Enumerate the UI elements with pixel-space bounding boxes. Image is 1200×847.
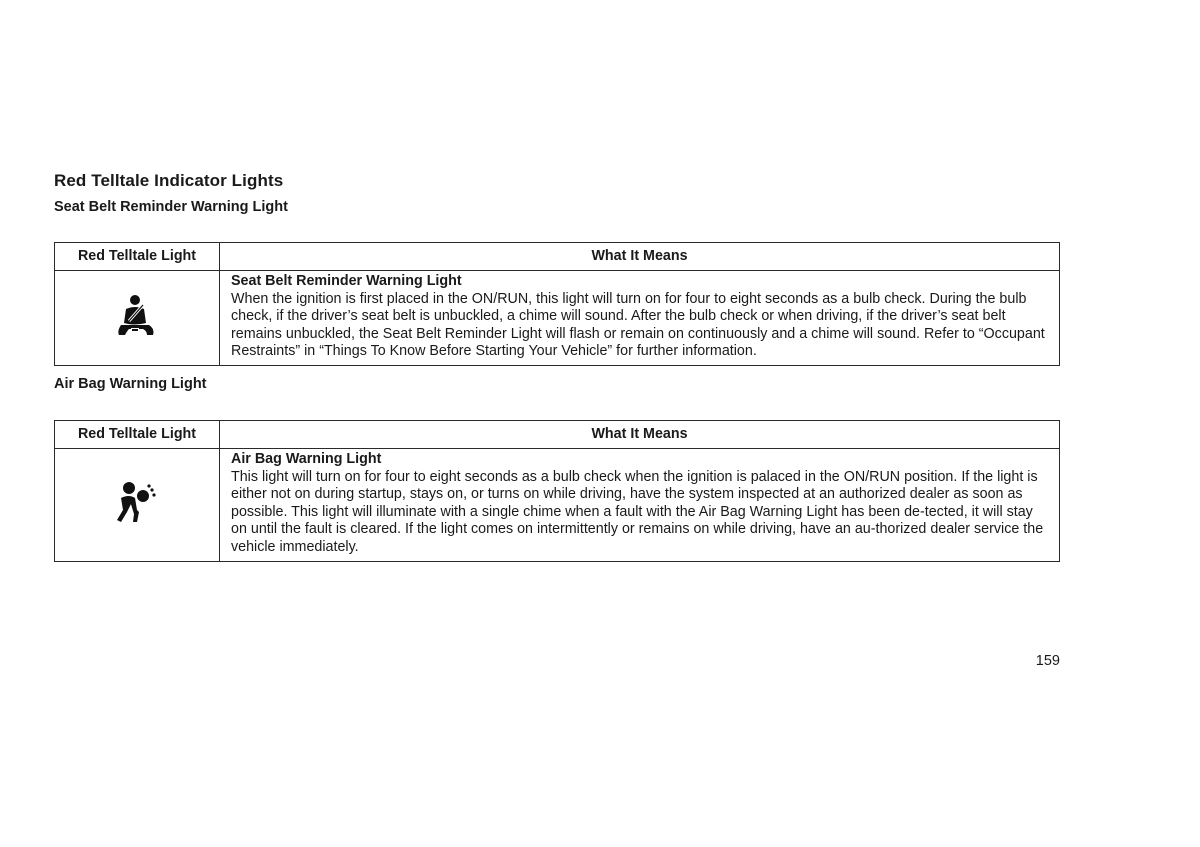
description-title: Air Bag Warning Light: [231, 451, 382, 467]
description-body: When the ignition is first placed in the ON/RUN, this light will turn on for four to eight seconds as a bulb check. During the bulb check, if the driver’s seat belt is unbuckled, a chime will sound. After the bulb check or when driving, if the driver’s seat belt remains unbuckled, the Seat Belt Reminder Light will flash or remain on continuously and a chime will sound. Refer to “Occupant Restraints” in “Things To Know Before Starting Your Vehicle” for further information.: [231, 290, 1045, 360]
table-row: [55, 449, 1060, 562]
seat-belt-icon: [113, 291, 161, 339]
air-bag-table: [54, 420, 1060, 562]
column-header-light: Red Telltale Light: [55, 243, 220, 271]
icon-cell: [55, 271, 220, 366]
column-header-light: Red Telltale Light: [55, 421, 220, 449]
air-bag-icon: [113, 478, 161, 526]
seat-belt-table: [54, 242, 1060, 366]
table-header-row: [55, 243, 1060, 271]
column-header-means: What It Means: [220, 243, 1060, 271]
table-header-row: [55, 421, 1060, 449]
seat-belt-subheading: Seat Belt Reminder Warning Light: [54, 199, 288, 215]
icon-cell: [55, 449, 220, 562]
description-cell: [220, 449, 1060, 562]
air-bag-subheading: Air Bag Warning Light: [54, 376, 207, 392]
description-cell: [220, 271, 1060, 366]
column-header-means: What It Means: [220, 421, 1060, 449]
table-row: [55, 271, 1060, 366]
page-number: 159: [1035, 653, 1060, 669]
description-title: Seat Belt Reminder Warning Light: [231, 273, 462, 289]
description-body: This light will turn on for four to eight seconds as a bulb check when the ignition is palaced in the ON/RUN position. If the light is either not on during startup, stays on, or turns on while driving, have the system inspected at an authorized dealer as soon as possible. This light will illuminate with a single chime when a fault with the Air Bag Warning Light has been de-tected, it will stay on until the fault is cleared. If the light comes on intermittently or remains on while driving, have an au-thorized dealer service the vehicle immediately.: [231, 468, 1044, 555]
section-heading: Red Telltale Indicator Lights: [54, 171, 284, 190]
